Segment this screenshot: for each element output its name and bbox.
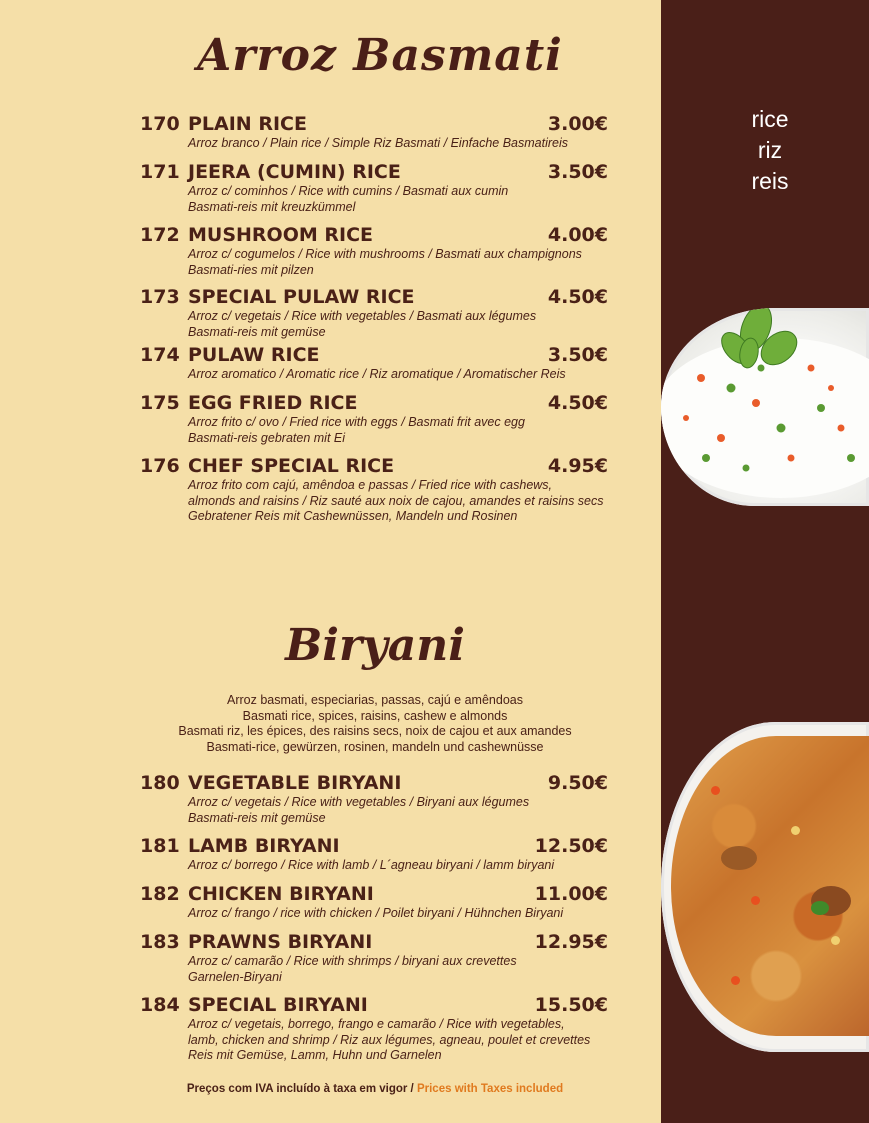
item-price: 4.50€ (547, 286, 608, 308)
sidebar-word-rice: rice (751, 106, 789, 132)
rice-plate-image (661, 308, 869, 506)
item-name: LAMB BIRYANI (188, 835, 340, 857)
item-name: PULAW RICE (188, 344, 320, 366)
item-description (188, 795, 628, 826)
item-number: 173 (140, 286, 180, 308)
rice-plate-illustration (661, 308, 869, 506)
item-name: EGG FRIED RICE (188, 392, 358, 414)
item-description-line: Basmati-reis mit gemüse (188, 810, 326, 825)
intro-line: Basmati rice, spices, raisins, cashew e almonds (242, 708, 508, 723)
item-description-line: Arroz c/ camarão / Rice with shrimps / biryani aux crevettes (188, 954, 517, 968)
tax-note-pt: Preços com IVA incluído à taxa em vigor / (186, 1083, 414, 1095)
item-description (188, 1017, 628, 1064)
item-name: CHICKEN BIRYANI (188, 883, 374, 905)
menu-item (140, 455, 610, 527)
sidebar-word-riz: riz (757, 137, 783, 163)
item-description-line: Arroz c/ borrego / Rice with lamb / L´agneau biryani / lamm biryani (188, 858, 555, 872)
item-number: 170 (140, 113, 180, 135)
menu-item (140, 835, 610, 875)
item-description (188, 415, 628, 446)
item-price: 4.95€ (547, 455, 608, 477)
biryani-food (671, 736, 869, 1036)
item-description (188, 309, 628, 340)
item-number: 182 (140, 883, 180, 905)
item-price: 15.50€ (534, 994, 608, 1016)
item-price: 11.00€ (534, 883, 608, 905)
item-price: 9.50€ (547, 772, 608, 794)
item-name: PLAIN RICE (188, 113, 307, 135)
menu-item (140, 113, 610, 153)
intro-line: Basmati-rice, gewürzen, rosinen, mandeln und cashewnüsse (206, 739, 544, 754)
item-description (188, 136, 628, 152)
item-number: 184 (140, 994, 180, 1016)
intro-line: Basmati riz, les épices, des raisins secs, noix de cajou et aux amandes (178, 724, 572, 738)
item-description (188, 478, 628, 525)
item-description-line: Basmati-ries mit pilzen (188, 262, 314, 277)
item-description-line: Arroz c/ frango / rice with chicken / Poilet biryani / Hühnchen Biryani (188, 906, 564, 920)
menu-item (140, 224, 610, 279)
item-number: 172 (140, 224, 180, 246)
item-description (188, 247, 628, 278)
item-number: 174 (140, 344, 180, 366)
item-description (188, 184, 628, 215)
sidebar-word-reis: reis (751, 168, 789, 194)
item-description-line: Arroz frito c/ ovo / Fried rice with eggs / Basmati frit avec egg (188, 415, 525, 429)
item-description-line: Basmati-reis mit gemüse (188, 324, 326, 339)
item-price: 3.50€ (547, 344, 608, 366)
item-price: 4.00€ (547, 224, 608, 246)
menu-item (140, 392, 610, 447)
rice-section-title: Arroz Basmati (197, 30, 563, 81)
tax-note-footer (140, 1083, 610, 1095)
item-description-line: Basmati-reis mit kreuzkümmel (188, 199, 356, 214)
item-price: 12.95€ (534, 931, 608, 953)
item-description-line: Arroz c/ vegetais, borrego, frango e camarão / Rice with vegetables, (188, 1017, 565, 1031)
menu-item (140, 344, 610, 384)
item-description-line: Arroz c/ cogumelos / Rice with mushrooms / Basmati aux champignons (188, 247, 582, 261)
sidebar-words (661, 104, 869, 197)
item-description-line: Arroz c/ cominhos / Rice with cumins / Basmati aux cumin (188, 184, 509, 198)
item-price: 12.50€ (534, 835, 608, 857)
item-description-line: Arroz aromatico / Aromatic rice / Riz aromatique / Aromatischer Reis (188, 367, 566, 381)
item-description-line: Basmati-reis gebraten mit Ei (188, 430, 346, 445)
item-name: SPECIAL BIRYANI (188, 994, 368, 1016)
menu-item (140, 931, 610, 986)
item-description (188, 906, 628, 922)
item-description-line: Arroz c/ vegetais / Rice with vegetables / Basmati aux légumes (188, 309, 537, 323)
item-description (188, 858, 628, 874)
item-description-line: Garnelen-Biryani (188, 969, 282, 984)
item-name: MUSHROOM RICE (188, 224, 373, 246)
item-description-line: almonds and raisins / Riz sauté aux noix de cajou, amandes et raisins secs (188, 493, 604, 508)
item-description (188, 367, 628, 383)
item-description-line: lamb, chicken and shrimp / Riz aux légumes, agneau, poulet et crevettes (188, 1032, 591, 1047)
menu-item (140, 994, 610, 1066)
item-description-line: Arroz frito com cajú, amêndoa e passas / Fried rice with cashews, (188, 478, 553, 492)
menu-item (140, 772, 610, 827)
item-description-line: Gebratener Reis mit Cashewnüssen, Mandeln und Rosinen (188, 509, 518, 523)
item-price: 3.00€ (547, 113, 608, 135)
item-number: 183 (140, 931, 180, 953)
menu-item (140, 161, 610, 216)
item-name: SPECIAL PULAW RICE (188, 286, 415, 308)
item-description-line: Arroz branco / Plain rice / Simple Riz Basmati / Einfache Basmatireis (188, 136, 568, 150)
item-number: 175 (140, 392, 180, 414)
intro-line: Arroz basmati, especiarias, passas, cajú e amêndoas (227, 693, 523, 707)
item-number: 176 (140, 455, 180, 477)
biryani-section-title: Biryani (285, 620, 465, 671)
item-name: JEERA (CUMIN) RICE (188, 161, 401, 183)
item-description (188, 954, 628, 985)
item-name: VEGETABLE BIRYANI (188, 772, 402, 794)
item-price: 3.50€ (547, 161, 608, 183)
menu-item (140, 286, 610, 341)
biryani-intro (140, 693, 610, 755)
item-name: CHEF SPECIAL RICE (188, 455, 395, 477)
item-description-line: Reis mit Gemüse, Lamm, Huhn und Garnelen (188, 1048, 442, 1062)
item-number: 181 (140, 835, 180, 857)
item-price: 4.50€ (547, 392, 608, 414)
tax-note-en: Prices with Taxes included (416, 1083, 564, 1095)
item-name: PRAWNS BIRYANI (188, 931, 373, 953)
item-number: 171 (140, 161, 180, 183)
item-number: 180 (140, 772, 180, 794)
item-description-line: Arroz c/ vegetais / Rice with vegetables / Biryani aux légumes (188, 795, 530, 809)
menu-item (140, 883, 610, 923)
